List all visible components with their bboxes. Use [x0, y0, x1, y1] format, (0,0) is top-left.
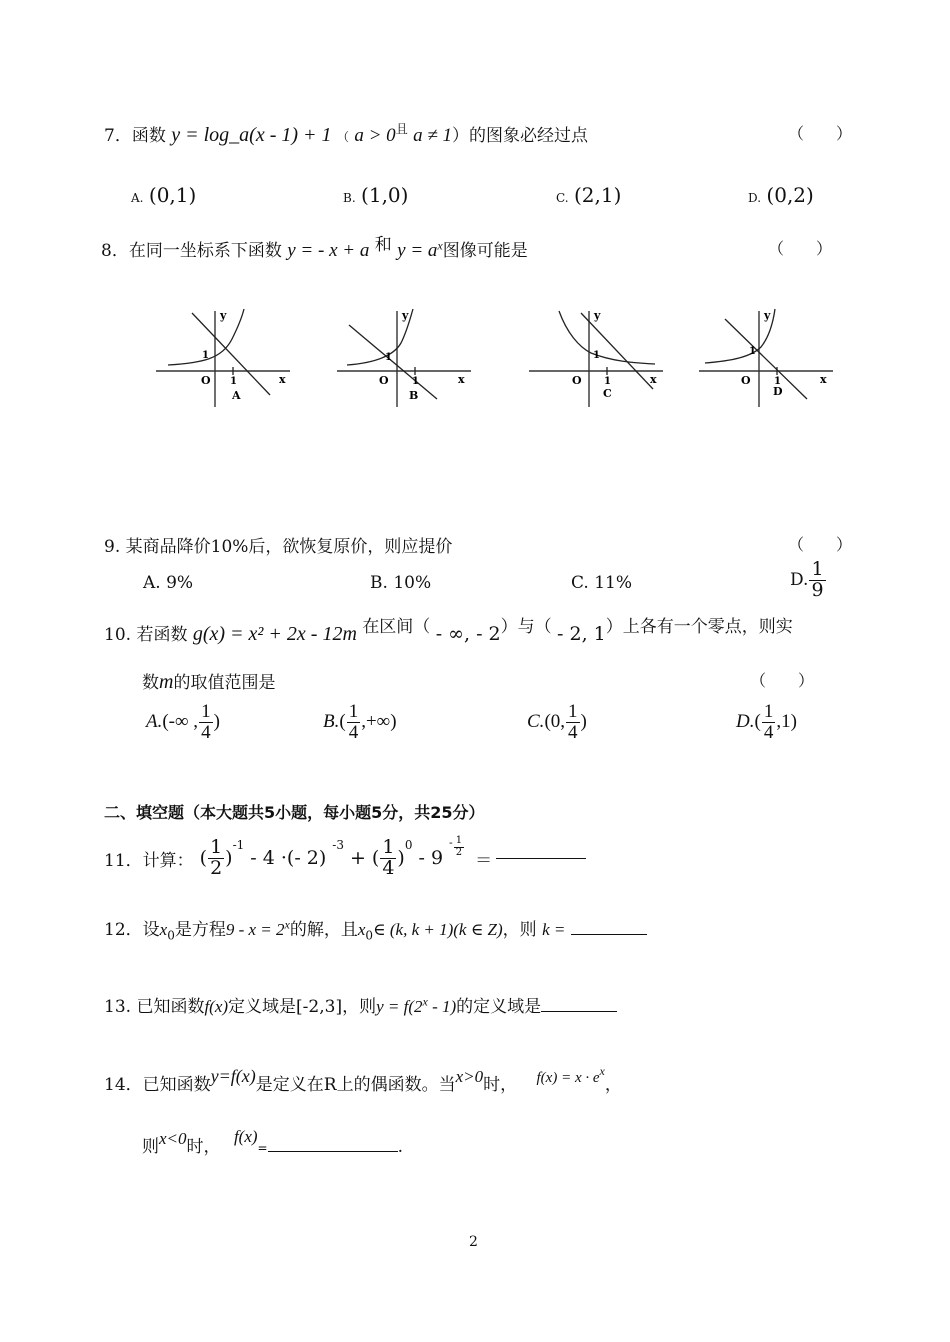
q10-number: 10.: [104, 625, 132, 645]
q9-option-a: A. 9%: [143, 573, 194, 593]
q9-option-b: B. 10%: [370, 573, 432, 593]
q14-answer-blank[interactable]: [268, 1150, 398, 1152]
q14-line2: 则x<0时， f(x)= .: [142, 1127, 403, 1157]
q11-eq: ＝: [475, 850, 493, 871]
q8-graph-c-label: C: [603, 387, 612, 400]
q12-condition: ∈ (k, k + 1)(k ∈ Z): [373, 920, 503, 939]
q7-cond-open: （: [336, 130, 349, 144]
q8-graph-b-one-y: 1: [385, 352, 392, 363]
q8-graph-c: [525, 303, 675, 413]
q8-graph-c-x: x: [650, 373, 657, 386]
q8-graph-d-one-y: 1: [749, 346, 756, 357]
q8-graph-c-y: y: [594, 309, 601, 322]
q8-graph-d-one-x: 1: [774, 376, 781, 387]
q8-f2-exp: x: [437, 238, 443, 253]
q7-number: 7．: [104, 126, 132, 146]
q10-line1: [104, 617, 793, 646]
q12-number: 12．: [104, 920, 143, 940]
q12-equation: 9 - x = 2: [225, 920, 285, 939]
q13-line: 13. 已知函数f(x)定义域是[-2,3]，则$y = f(2^x - 1)$的定义域是: [104, 992, 617, 1017]
q8-graph-d-y: y: [764, 309, 771, 322]
q12-answer-blank[interactable]: [571, 933, 647, 935]
q7-option-b: B. (1,0): [343, 183, 409, 207]
q7-cond2: a ≠ 1: [413, 125, 453, 146]
q14-expr: f(x) = x · e: [536, 1070, 600, 1086]
q11-answer-blank[interactable]: [496, 857, 586, 859]
q12-line: 12．设$x_0$是方程$9 - x = 2^x$的解，且$x_0\in$ (k, k + 1)(k ∈ Z)，则 k =: [104, 915, 647, 942]
q7-option-a: A. (0,1): [131, 183, 197, 207]
q8-graph-d-x: x: [820, 373, 827, 386]
q10-formula: g(x) = x² + 2x - 12m: [192, 623, 357, 645]
q11-number: 11．: [104, 850, 143, 871]
q8-graph-a-o: O: [201, 374, 211, 387]
q8-number: 8．: [101, 241, 129, 261]
q7-cond1: a > 0: [354, 125, 396, 146]
q7-option-d: D. (0,2): [748, 183, 814, 207]
q9-number: 9.: [104, 537, 121, 557]
q10-option-c: C. (0, $\frac{1}{4}$ ): [527, 701, 587, 743]
q9-line: [104, 532, 452, 557]
q8-graph-b-one-x: 1: [412, 376, 419, 387]
q8-graph-b-label: B: [409, 389, 419, 402]
q8-graph-c-one-y: 1: [593, 350, 600, 361]
q8-f1: y = - x + a: [287, 240, 370, 261]
q8-lead: 在同一坐标系下函数: [128, 241, 282, 261]
q8-graph-b-x: x: [458, 373, 465, 386]
q7-cond-and: 且: [395, 122, 408, 136]
q8-graph-d-o: O: [741, 374, 751, 387]
page-number: 2: [469, 1234, 478, 1250]
q9-answer-paren: （ ）: [788, 535, 853, 554]
q14-line1: 14．已知函数y=f(x)是定义在R上的偶函数。当x>0时， $f(x) = x \cdot e^x$，: [104, 1064, 622, 1095]
q9-option-d: D. $\frac{1}{9}$: [790, 558, 824, 601]
q8-graph-d: [695, 303, 845, 413]
q8-graph-b: [333, 303, 483, 413]
q8-graph-a-x: x: [279, 373, 286, 386]
q10-var: m: [159, 671, 174, 693]
q8-tail: 图像可能是: [442, 241, 528, 261]
q14-number: 14．: [104, 1075, 143, 1095]
q10-mid1: 在区间（: [362, 617, 431, 637]
q7-option-c: C. (2,1): [556, 183, 622, 207]
q7-tail: ）的图象必经过点: [452, 126, 589, 146]
q11-expression: ( $\frac{1}{2}$ ) $^{-1}$ - 4 ·(- 2) $^{-3}$ + ( $\frac{1}{4}$ ) $^0$ - 9 - $\frac{1}{2}$: [199, 835, 463, 879]
q8-graph-c-o: O: [572, 374, 582, 387]
q10-mid2: ）与（: [500, 617, 552, 637]
q8-graph-a-one-y: 1: [202, 350, 209, 361]
q8-graph-a: [152, 303, 302, 413]
q8-answer-paren: （ ）: [768, 239, 833, 258]
q8-graph-a-label: A: [232, 389, 241, 402]
q10-interval2: - 2, 1: [557, 623, 606, 645]
q11-line: [104, 835, 586, 879]
q10-line2: 数m的取值范围是: [142, 671, 276, 693]
q13-answer-blank[interactable]: [541, 1010, 617, 1012]
q7-line: [104, 121, 588, 147]
q10-interval1: - ∞, - 2: [435, 623, 501, 645]
q8-graph-b-y: y: [402, 309, 409, 322]
q10-option-d: D. ( $\frac{1}{4}$ ,1): [736, 701, 797, 743]
q8-and: 和: [374, 235, 392, 255]
q8-f2: y = a: [397, 240, 438, 261]
q10-lead: 若函数: [136, 625, 188, 645]
q10-option-a: A. (-∞ , $\frac{1}{4}$ ): [146, 701, 220, 743]
q7-lead: 函数: [131, 126, 166, 146]
q7-answer-paren: （ ）: [788, 124, 853, 143]
q10-answer-paren: （ ）: [750, 671, 815, 690]
q10-tail: ）上各有一个零点，则实: [605, 617, 793, 637]
section2-title: 二、填空题（本大题共5小题，每小题5分，共25分）: [104, 803, 485, 822]
q8-line: [101, 236, 528, 262]
q9-text: 某商品降价10%后，欲恢复原价，则应提价: [125, 537, 453, 557]
q8-graph-d-label: D: [773, 385, 783, 398]
q8-graph-a-one-x: 1: [230, 376, 237, 387]
q10-option-b: B. ( $\frac{1}{4}$ ,+∞): [323, 701, 397, 743]
q8-graph-b-o: O: [379, 374, 389, 387]
q7-formula: y = log_a(x - 1) + 1: [171, 124, 332, 146]
q13-number: 13.: [104, 997, 132, 1017]
q9-option-c: C. 11%: [571, 573, 633, 593]
q13-expr: y = f(2: [376, 997, 423, 1016]
q11-lead: 计算：: [142, 850, 194, 871]
q8-graph-a-y: y: [220, 309, 227, 322]
q8-graph-c-one-x: 1: [604, 376, 611, 387]
